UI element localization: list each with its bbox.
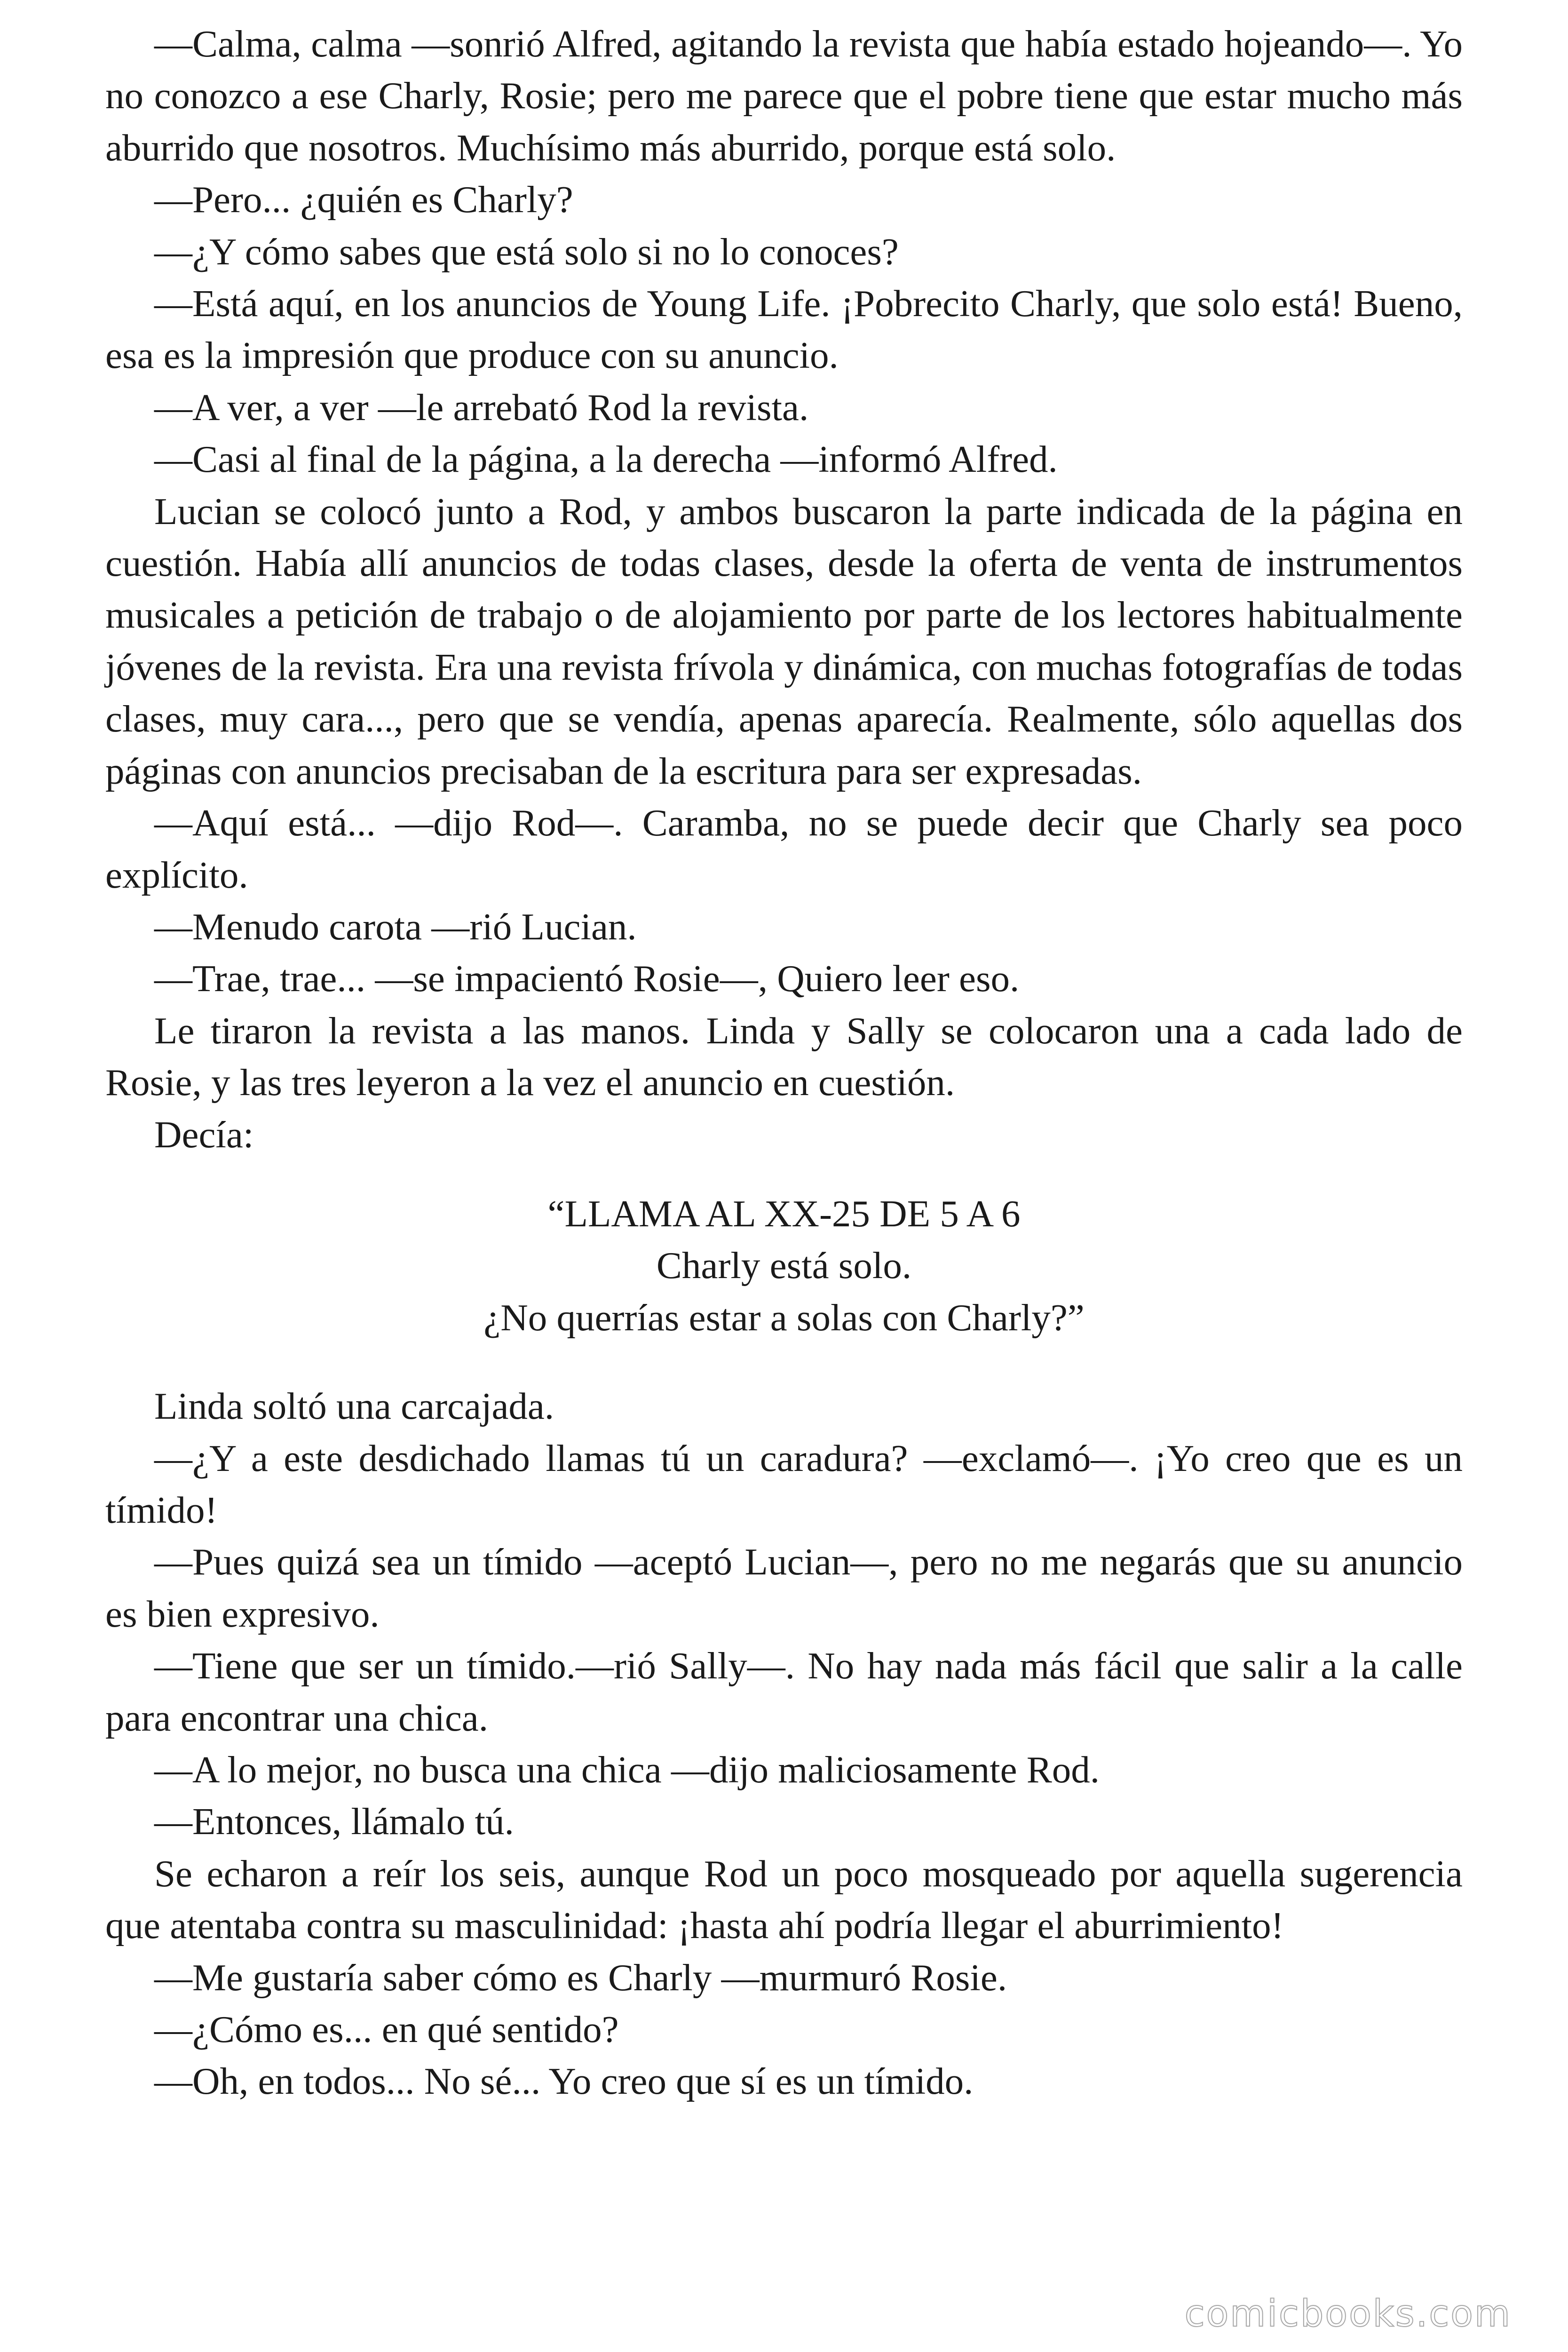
paragraph: —¿Cómo es... en qué sentido? (154, 2008, 619, 2051)
paragraph: —Aquí está... —dijo Rod—. Caramba, no se puede decir que Charly sea poco explícito. (105, 802, 1463, 896)
ad-line: ¿No querrías estar a solas con Charly?” (483, 1296, 1085, 1339)
paragraph: —Menudo carota —rió Lucian. (154, 905, 637, 948)
paragraph: —Calma, calma —sonrió Alfred, agitando la revista que había estado hojeando—. Yo no conozco a ese Charly, Rosie; pero me parece que el pobre tiene que estar mucho más aburrido que nosotros. Muchísimo más aburrido, porque está solo. (105, 23, 1463, 169)
paragraph: —A ver, a ver —le arrebató Rod la revista. (154, 386, 809, 429)
watermark-logo: comicbooks.com (1184, 2293, 1512, 2335)
ad-line: “LLAMA AL XX-25 DE 5 A 6 (547, 1192, 1021, 1235)
paragraph: Decía: (154, 1113, 254, 1156)
ad-line: Charly está solo. (656, 1244, 912, 1287)
paragraph: Linda soltó una carcajada. (154, 1385, 554, 1428)
paragraph: —Me gustaría saber cómo es Charly —murmuró Rosie. (154, 1956, 1007, 1999)
paragraph: —Oh, en todos... No sé... Yo creo que sí es un tímido. (154, 2060, 974, 2103)
paragraph: —Entonces, llámalo tú. (154, 1800, 514, 1843)
paragraph: —Casi al final de la página, a la derecha —informó Alfred. (154, 438, 1058, 481)
paragraph: —¿Y cómo sabes que está solo si no lo conoces? (154, 230, 899, 273)
paragraph: Se echaron a reír los seis, aunque Rod un poco mosqueado por aquella sugerencia que atentaba contra su masculinidad: ¡hasta ahí podría llegar el aburrimiento! (105, 1852, 1463, 1947)
paragraph: —Está aquí, en los anuncios de Young Life. ¡Pobrecito Charly, que solo está! Bueno, esa es la impresión que produce con su anuncio. (105, 282, 1463, 377)
paragraph: —Trae, trae... —se impacientó Rosie—, Quiero leer eso. (154, 957, 1020, 1000)
book-page-text (105, 18, 1463, 2107)
paragraph: —Tiene que ser un tímido.—rió Sally—. No hay nada más fácil que salir a la calle para encontrar una chica. (105, 1645, 1463, 1739)
paragraph: —A lo mejor, no busca una chica —dijo maliciosamente Rod. (154, 1748, 1100, 1791)
paragraph: —Pero... ¿quién es Charly? (154, 178, 573, 221)
paragraph: —Pues quizá sea un tímido —aceptó Lucian—, pero no me negarás que su anuncio es bien expresivo. (105, 1541, 1463, 1635)
classified-ad-quote (105, 1188, 1463, 1343)
paragraph: —¿Y a este desdichado llamas tú un caradura? —exclamó—. ¡Yo creo que es un tímido! (105, 1437, 1463, 1531)
paragraph: Lucian se colocó junto a Rod, y ambos buscaron la parte indicada de la página en cuestión. Había allí anuncios de todas clases, desde la oferta de venta de instrumentos musicales a petición de trabajo o de alojamiento por parte de los lectores habitualmente jóvenes de la revista. Era una revista frívola y dinámica, con muchas fotografías de todas clases, muy cara..., pero que se vendía, apenas aparecía. Realmente, sólo aquellas dos páginas con anuncios precisaban de la escritura para ser expresadas. (105, 490, 1463, 792)
paragraph: Le tiraron la revista a las manos. Linda y Sally se colocaron una a cada lado de Rosie, y las tres leyeron a la vez el anuncio en cuestión. (105, 1009, 1463, 1104)
